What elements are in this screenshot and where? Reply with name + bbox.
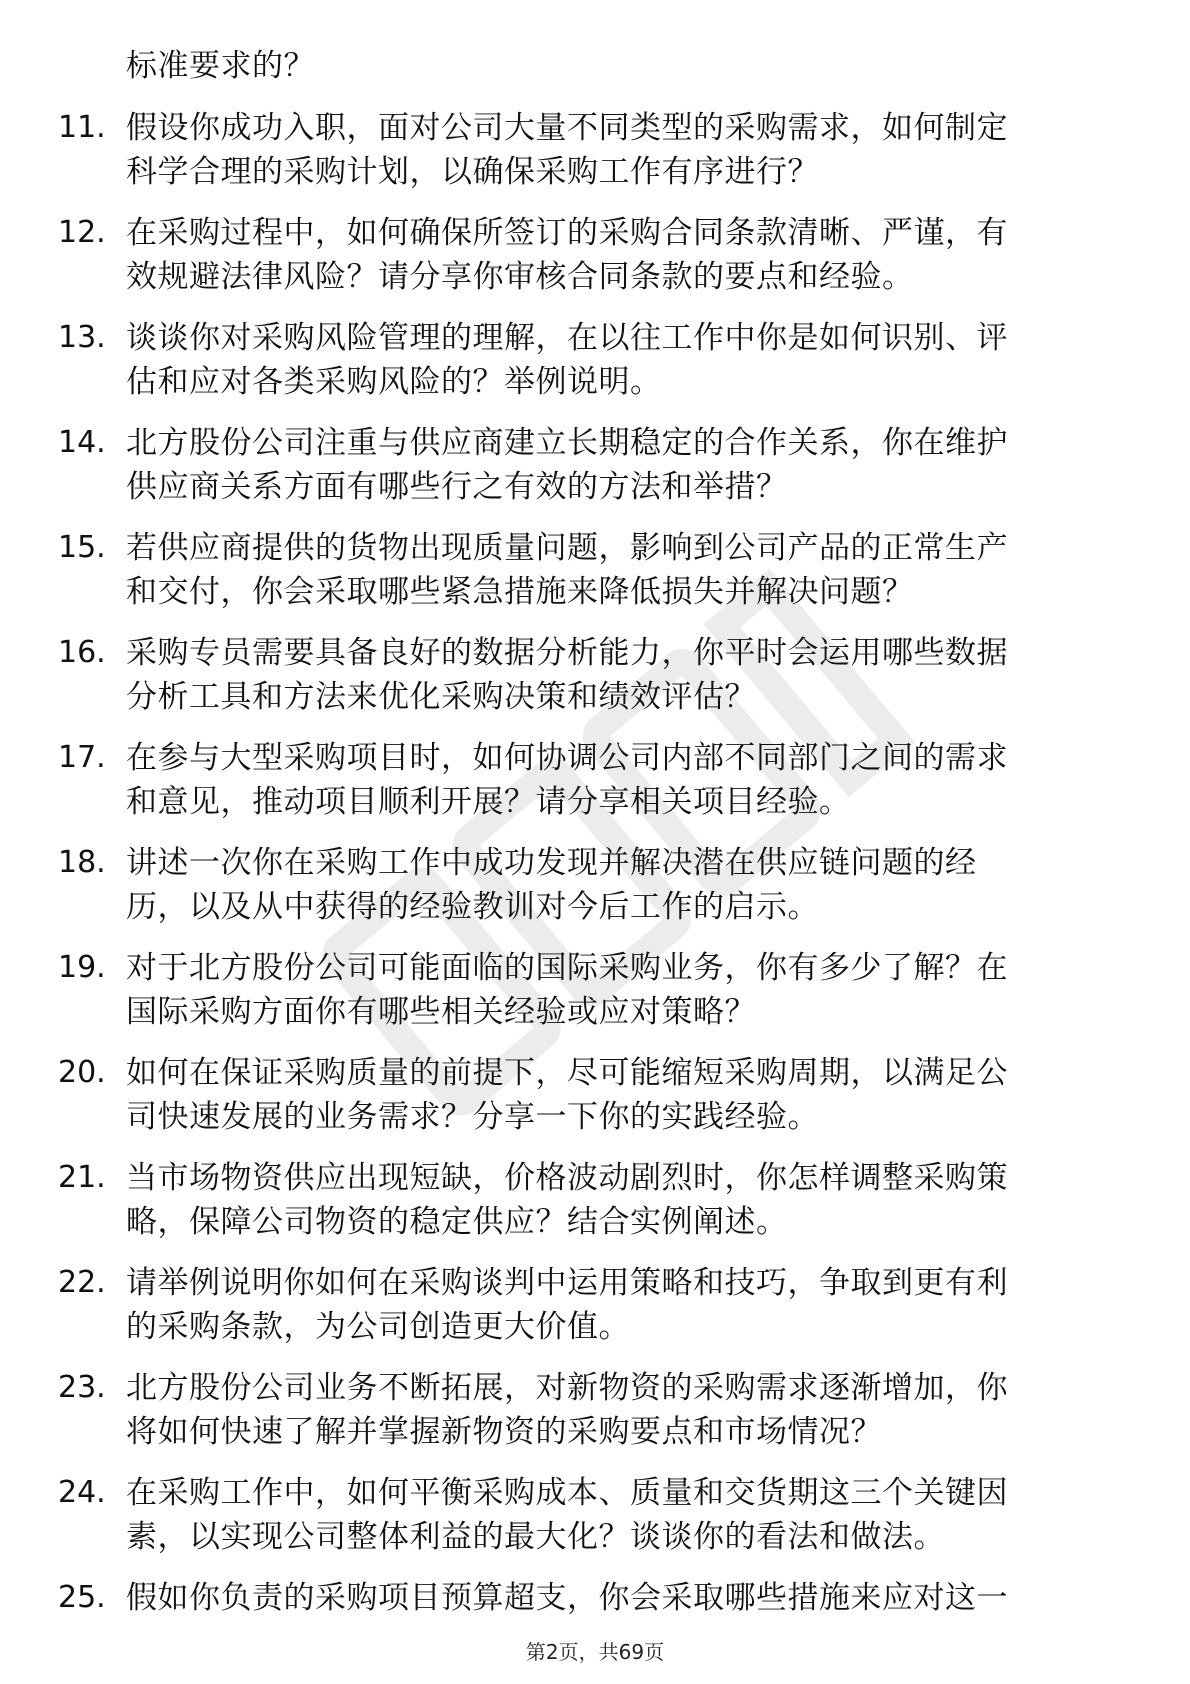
question-text-line: 谈谈你对采购风险管理的理解，在以往工作中你是如何识别、评 (126, 320, 1008, 356)
question-text-line: 估和应对各类采购风险的？举例说明。 (126, 364, 662, 400)
question-text-line: 供应商关系方面有哪些行之有效的方法和举措？ (126, 469, 788, 505)
question-number: 13. (58, 320, 106, 355)
question-text-line: 略，保障公司物资的稳定供应？结合实例阐述。 (126, 1204, 788, 1240)
question-text-line: 在采购过程中，如何确保所签订的采购合同条款清晰、严谨，有 (126, 215, 1008, 251)
question-number: 14. (58, 425, 106, 460)
question-text-line: 效规避法律风险？请分享你审核合同条款的要点和经验。 (126, 259, 914, 295)
question-number: 15. (58, 530, 106, 565)
continuation-text: 标准要求的？ (126, 48, 315, 84)
question-text-line: 对于北方股份公司可能面临的国际采购业务，你有多少了解？在 (126, 950, 1008, 986)
question-item-12 (0, 211, 1190, 299)
question-number: 18. (58, 845, 106, 880)
question-number: 20. (58, 1055, 106, 1090)
question-number: 22. (58, 1265, 106, 1300)
question-item-18 (0, 841, 1190, 929)
question-item-23 (0, 1366, 1190, 1454)
question-number: 11. (58, 110, 106, 145)
question-item-15 (0, 526, 1190, 614)
question-text-line: 在参与大型采购项目时，如何协调公司内部不同部门之间的需求 (126, 740, 1008, 776)
question-number: 23. (58, 1370, 106, 1405)
question-text-line: 将如何快速了解并掌握新物资的采购要点和市场情况？ (126, 1414, 882, 1450)
question-item-11 (0, 106, 1190, 194)
question-number: 24. (58, 1475, 106, 1510)
question-item-22 (0, 1261, 1190, 1349)
question-text-line: 分析工具和方法来优化采购决策和绩效评估？ (126, 679, 756, 715)
question-item-20 (0, 1051, 1190, 1139)
question-item-19 (0, 946, 1190, 1034)
question-text-line: 和交付，你会采取哪些紧急措施来降低损失并解决问题？ (126, 574, 914, 610)
question-text-line: 司快速发展的业务需求？分享一下你的实践经验。 (126, 1099, 819, 1135)
question-number: 19. (58, 950, 106, 985)
question-text-line: 素，以实现公司整体利益的最大化？谈谈你的看法和做法。 (126, 1519, 945, 1555)
question-text-line: 采购专员需要具备良好的数据分析能力，你平时会运用哪些数据 (126, 635, 1008, 671)
question-number: 12. (58, 215, 106, 250)
question-item-21 (0, 1156, 1190, 1244)
question-text-line: 当市场物资供应出现短缺，价格波动剧烈时，你怎样调整采购策 (126, 1160, 1008, 1196)
question-text-line: 科学合理的采购计划，以确保采购工作有序进行？ (126, 154, 819, 190)
question-item-14 (0, 421, 1190, 509)
question-text-line: 如何在保证采购质量的前提下，尽可能缩短采购周期，以满足公 (126, 1055, 1008, 1091)
question-list (0, 106, 1190, 1681)
question-item-24 (0, 1471, 1190, 1559)
question-item-13 (0, 316, 1190, 404)
question-item-16 (0, 631, 1190, 719)
question-text-line: 北方股份公司业务不断拓展，对新物资的采购需求逐渐增加，你 (126, 1370, 1008, 1406)
page-footer: 第2页，共69页 (525, 1640, 665, 1664)
question-text-line: 和意见，推动项目顺利开展？请分享相关项目经验。 (126, 784, 851, 820)
question-text-line: 讲述一次你在采购工作中成功发现并解决潜在供应链问题的经 (126, 845, 977, 881)
question-text-line: 国际采购方面你有哪些相关经验或应对策略？ (126, 994, 756, 1030)
question-text-line: 在采购工作中，如何平衡采购成本、质量和交货期这三个关键因 (126, 1475, 1008, 1511)
question-item-17 (0, 736, 1190, 824)
question-number: 25. (58, 1580, 106, 1615)
question-text-line: 假设你成功入职，面对公司大量不同类型的采购需求，如何制定 (126, 110, 1008, 146)
question-text-line: 历，以及从中获得的经验教训对今后工作的启示。 (126, 889, 819, 925)
question-number: 17. (58, 740, 106, 775)
question-text-line: 假如你负责的采购项目预算超支，你会采取哪些措施来应对这一 (126, 1580, 1008, 1616)
question-number: 16. (58, 635, 106, 670)
question-text-line: 若供应商提供的货物出现质量问题，影响到公司产品的正常生产 (126, 530, 1008, 566)
question-text-line: 的采购条款，为公司创造更大价值。 (126, 1309, 630, 1345)
question-number: 21. (58, 1160, 106, 1195)
question-text-line: 北方股份公司注重与供应商建立长期稳定的合作关系，你在维护 (126, 425, 1008, 461)
question-text-line: 请举例说明你如何在采购谈判中运用策略和技巧，争取到更有利 (126, 1265, 1008, 1301)
